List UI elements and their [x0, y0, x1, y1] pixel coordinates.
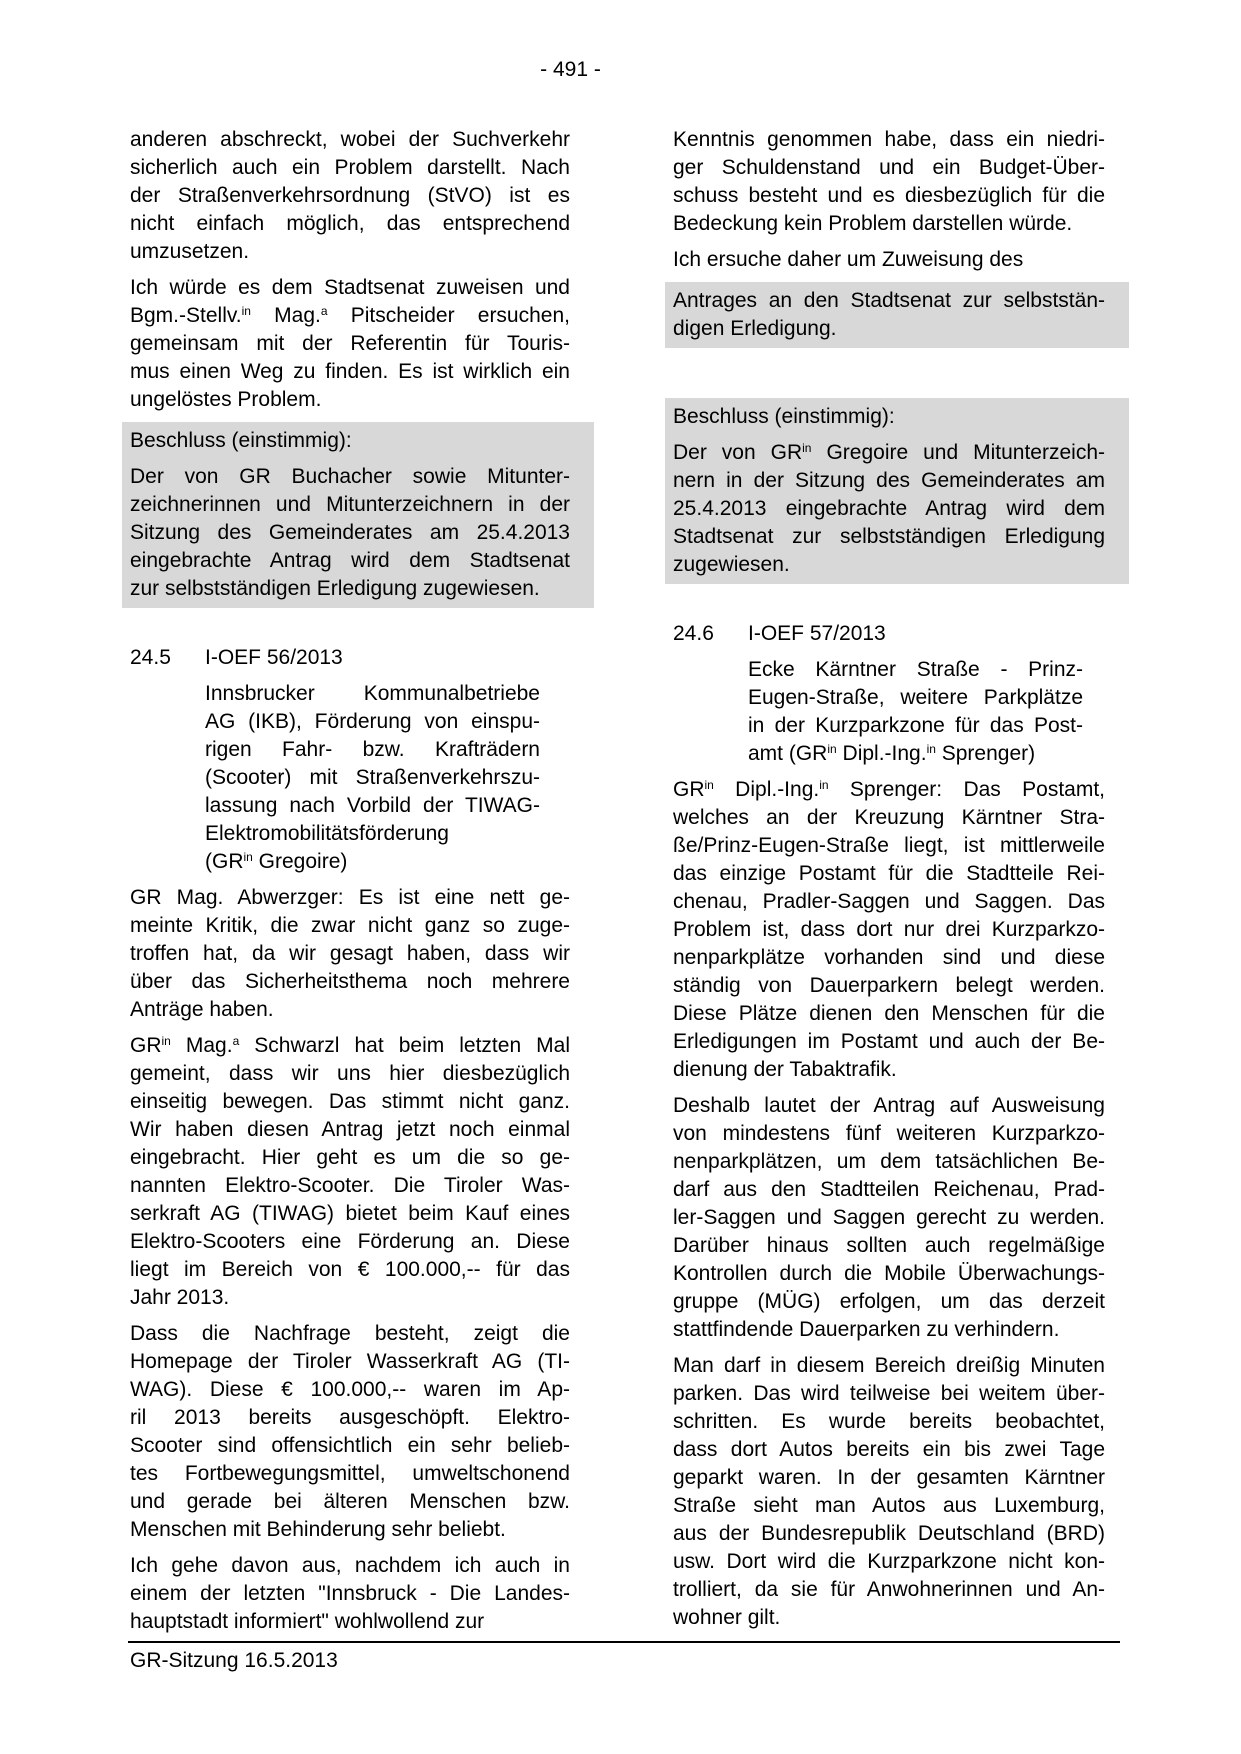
text-line: von mindestens fünf weiteren Kurzparkzo-	[673, 1122, 1105, 1145]
highlight-block	[665, 282, 1129, 348]
text-line: parken. Das wird teilweise bei weitem über-	[673, 1382, 1105, 1405]
section-heading	[130, 644, 570, 672]
text-line: hauptstadt informiert" wohlwollend zur	[130, 1610, 485, 1633]
text-line: stattfindende Dauerparken zu verhindern.	[673, 1318, 1060, 1341]
text-line: nenparkplätze vorhanden sind und diese	[673, 946, 1105, 969]
text-line: ungelöstes Problem.	[130, 388, 322, 411]
section-number: 24.6	[673, 622, 714, 645]
text-line: Der von GR Buchacher sowie Mitunter-	[130, 465, 570, 488]
text-line: meinte Kritik, die zwar nicht ganz so zuge-	[130, 914, 570, 937]
text-line: Man darf in diesem Bereich dreißig Minuten	[673, 1354, 1105, 1377]
text-line: $GR^{in}$ Dipl.-Ing.$^{in}$ Sprenger: Das Postamt,	[673, 778, 1105, 801]
text-line: ril 2013 bereits ausgeschöpft. Elektro-	[130, 1406, 570, 1429]
text-line: Anträge haben.	[130, 998, 274, 1021]
text-line: eingebracht. Hier geht es um die so ge-	[130, 1146, 570, 1169]
paragraph	[673, 776, 1105, 1084]
superscript: a	[320, 304, 328, 318]
text-line: gemeint, dass wir uns hier diesbezüglich	[130, 1062, 570, 1085]
text-line: sicherlich auch ein Problem darstellt. Nach	[130, 156, 570, 179]
superscript: in	[704, 778, 714, 792]
text-line: das einzige Postamt für die Stadtteile Rei-	[673, 862, 1105, 885]
text-line: Homepage der Tiroler Wasserkraft AG (TI-	[130, 1350, 570, 1373]
text-line: nannten Elektro-Scooter. Die Tiroler Was-	[130, 1174, 570, 1197]
text-line: Wir haben diesen Antrag jetzt noch einmal	[130, 1118, 570, 1141]
text-line: Straße sieht man Autos aus Luxemburg,	[673, 1494, 1105, 1517]
text-line: Erledigungen im Postamt und auch der Be-	[673, 1030, 1105, 1053]
text-line: WAG). Diese € 100.000,-- waren im Ap-	[130, 1378, 570, 1401]
text-line: über das Sicherheitsthema noch mehrere	[130, 970, 570, 993]
text-line: Darüber hinaus sollten auch regelmäßige	[673, 1234, 1105, 1257]
text-line: umzusetzen.	[130, 240, 250, 263]
text-line: darf aus den Stadtteilen Reichenau, Prad-	[673, 1178, 1105, 1201]
paragraph	[130, 1320, 570, 1544]
text-line: anderen abschreckt, wobei der Suchverkehr	[130, 128, 570, 151]
text-line: Problem ist, dass dort nur drei Kurzparkzo-	[673, 918, 1105, 941]
text-line: Bgm.-Stellv.$^{in}$ Mag.$^a$ Pitscheider ersuchen,	[130, 304, 570, 327]
text-line: der Straßenverkehrsordnung (StVO) ist es	[130, 184, 570, 207]
text-line: nenparkplätzen, um dem tatsächlichen Be-	[673, 1150, 1105, 1173]
superscript: in	[241, 304, 251, 318]
text-line: einem der letzten "Innsbruck - Die Landes-	[130, 1582, 570, 1605]
text-line: GR Mag. Abwerzger: Es ist eine nett ge-	[130, 886, 570, 909]
text-line: Kontrollen durch die Mobile Überwachungs-	[673, 1262, 1105, 1285]
text-line: eingebrachte Antrag wird dem Stadtsenat	[130, 549, 570, 572]
text-line: AG (IKB), Förderung von einspu-	[205, 710, 540, 733]
text-line: liegt im Bereich von € 100.000,-- für das	[130, 1258, 570, 1281]
text-line: usw. Dort wird die Kurzparkzone nicht kon-	[673, 1550, 1105, 1573]
paragraph	[130, 1552, 570, 1636]
superscript: in	[243, 850, 253, 864]
superscript: in	[819, 778, 829, 792]
superscript: in	[926, 742, 936, 756]
text-line: Diese Plätze dienen den Menschen für die	[673, 1002, 1105, 1025]
text-line: Ich gehe davon aus, nachdem ich auch in	[130, 1554, 570, 1577]
section-code: I-OEF 57/2013	[748, 622, 886, 645]
paragraph	[673, 1092, 1105, 1344]
text-line: schuss besteht und es diesbezüglich für die	[673, 184, 1105, 207]
text-line: nicht einfach möglich, das entsprechend	[130, 212, 570, 235]
text-line: welches an der Kreuzung Kärntner Stra-	[673, 806, 1105, 829]
superscript: in	[802, 441, 812, 455]
superscript: in	[161, 1034, 171, 1048]
footer-text: GR-Sitzung 16.5.2013	[130, 1649, 338, 1672]
text-line: trolliert, da sie für Anwohnerinnen und An-	[673, 1578, 1105, 1601]
paragraph	[130, 274, 570, 414]
text-line: Scooter sind offensichtlich ein sehr belieb-	[130, 1434, 570, 1457]
text-line: tes Fortbewegungsmittel, umweltschonend	[130, 1462, 570, 1485]
agenda-item-title	[748, 656, 1083, 768]
text-line: nern in der Sitzung des Gemeinderates am	[673, 469, 1105, 492]
text-line: troffen hat, da wir gesagt haben, dass wir	[130, 942, 570, 965]
text-line: amt ($GR^{in}$ Dipl.-Ing.$^{in}$ Sprenger)	[748, 742, 1036, 765]
text-line: Eugen-Straße, weitere Parkplätze	[748, 686, 1083, 709]
text-line: in der Kurzparkzone für das Post-	[748, 714, 1083, 737]
text-line: dienung der Tabaktrafik.	[673, 1058, 897, 1081]
text-line: mus einen Weg zu finden. Es ist wirklich ein	[130, 360, 570, 383]
text-line: ße/Prinz-Eugen-Straße liegt, ist mittlerweile	[673, 834, 1105, 857]
superscript: a	[232, 1034, 240, 1048]
section-heading	[673, 620, 1105, 648]
paragraph	[130, 884, 570, 1024]
text-line: zugewiesen.	[673, 553, 790, 576]
text-line: und gerade bei älteren Menschen bzw.	[130, 1490, 570, 1513]
text-line: Dass die Nachfrage besteht, zeigt die	[130, 1322, 570, 1345]
text-line: lassung nach Vorbild der TIWAG-	[205, 794, 540, 817]
text-line: Antrages an den Stadtsenat zur selbststän-	[673, 289, 1105, 312]
text-line: ständig von Dauerparkern belegt werden.	[673, 974, 1105, 997]
decision-block	[122, 422, 594, 608]
text-line: zeichnerinnen und Mitunterzeichnern in der	[130, 493, 570, 516]
text-line: Ecke Kärntner Straße - Prinz-	[748, 658, 1083, 681]
text-line: digen Erledigung.	[673, 317, 837, 340]
text-line: Stadtsenat zur selbstständigen Erledigung	[673, 525, 1105, 548]
text-line: ($GR^{in}$ Gregoire)	[205, 850, 348, 873]
text-line: Elektro-Scooters eine Förderung an. Diese	[130, 1230, 570, 1253]
right-column	[673, 126, 1105, 1632]
decision-heading: Beschluss (einstimmig):	[130, 429, 352, 452]
text-line: (Scooter) mit Straßenverkehrszu-	[205, 766, 540, 789]
text-line: zur selbstständigen Erledigung zugewiesen.	[130, 577, 540, 600]
text-line: Innsbrucker Kommunalbetriebe	[205, 682, 540, 705]
text-line: gruppe (MÜG) erfolgen, um das derzeit	[673, 1290, 1105, 1313]
section-number: 24.5	[130, 646, 171, 669]
text-line: Ich würde es dem Stadtsenat zuweisen und	[130, 276, 570, 299]
section-code: I-OEF 56/2013	[205, 646, 343, 669]
text-line: Bedeckung kein Problem darstellen würde.	[673, 212, 1073, 235]
page-number: - 491 -	[540, 58, 601, 81]
text-line: chenau, Pradler-Saggen und Saggen. Das	[673, 890, 1105, 913]
text-line: Jahr 2013.	[130, 1286, 230, 1309]
text-line: Ich ersuche daher um Zuweisung des	[673, 248, 1024, 271]
text-line: 25.4.2013 eingebrachte Antrag wird dem	[673, 497, 1105, 520]
paragraph	[130, 1032, 570, 1312]
left-column	[130, 126, 570, 1636]
decision-block	[665, 398, 1129, 584]
footer-rule	[128, 1641, 1120, 1643]
paragraph	[673, 126, 1105, 238]
agenda-item-title	[205, 680, 540, 876]
text-line: Kenntnis genommen habe, dass ein niedri-	[673, 128, 1105, 151]
text-line: Deshalb lautet der Antrag auf Ausweisung	[673, 1094, 1105, 1117]
text-line: ger Schuldenstand und ein Budget-Über-	[673, 156, 1105, 179]
text-line: dass dort Autos bereits ein bis zwei Tage	[673, 1438, 1105, 1461]
text-line: rigen Fahr- bzw. Krafträdern	[205, 738, 540, 761]
text-line: $GR^{in}$ Mag.$^a$ Schwarzl hat beim letzten Mal	[130, 1034, 570, 1057]
superscript: in	[827, 742, 837, 756]
text-line: ler-Saggen und Saggen gerecht zu werden.	[673, 1206, 1105, 1229]
text-line: aus der Bundesrepublik Deutschland (BRD)	[673, 1522, 1105, 1545]
paragraph	[130, 126, 570, 266]
text-line: serkraft AG (TIWAG) bietet beim Kauf eines	[130, 1202, 570, 1225]
decision-heading: Beschluss (einstimmig):	[673, 405, 895, 428]
text-line: geparkt waren. In der gesamten Kärntner	[673, 1466, 1105, 1489]
text-line: einseitig bewegen. Das stimmt nicht ganz.	[130, 1090, 570, 1113]
text-line: gemeinsam mit der Referentin für Touris-	[130, 332, 570, 355]
text-line: Elektromobilitätsförderung	[205, 822, 449, 845]
paragraph	[673, 246, 1105, 274]
text-line: Menschen mit Behinderung sehr beliebt.	[130, 1518, 506, 1541]
text-line: Der von $GR^{in}$ Gregoire und Mitunterzeich-	[673, 441, 1105, 464]
text-line: schritten. Es wurde bereits beobachtet,	[673, 1410, 1105, 1433]
paragraph	[673, 1352, 1105, 1632]
text-line: Sitzung des Gemeinderates am 25.4.2013	[130, 521, 570, 544]
text-line: wohner gilt.	[673, 1606, 781, 1629]
